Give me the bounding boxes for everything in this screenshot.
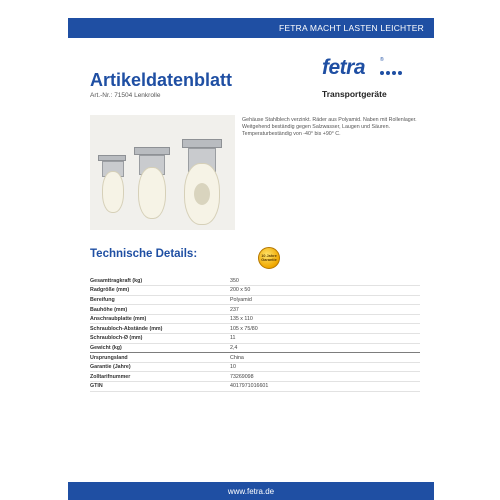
spec-label: Bereifung <box>90 295 225 305</box>
spec-value: 105 x 75/80 <box>225 324 420 334</box>
page-title: Artikeldatenblatt <box>90 70 233 90</box>
logo-dots-icon <box>380 71 402 75</box>
spec-value: 200 x 50 <box>225 286 420 296</box>
table-row <box>90 382 420 392</box>
logo-wordmark: fetra <box>322 56 366 79</box>
spec-label: Gesamttragkraft (kg) <box>90 276 225 286</box>
warranty-badge-text: 10 Jahre Garantie <box>261 254 277 262</box>
article-number: Art.-Nr.: 71504 Lenkrolle <box>90 92 161 99</box>
caster-small-image <box>96 155 130 213</box>
table-row <box>90 305 420 315</box>
table-row <box>90 353 420 363</box>
specs-table <box>90 276 420 392</box>
slogan: FETRA MACHT LASTEN LEICHTER <box>278 23 424 33</box>
warranty-badge <box>258 247 280 269</box>
spec-label: Anschraubplatte (mm) <box>90 314 225 324</box>
table-row <box>90 276 420 286</box>
spec-value: 4017971016601 <box>225 382 420 392</box>
spec-label: Schraubloch-Ø (mm) <box>90 334 225 344</box>
table-row <box>90 334 420 344</box>
fetra-logo <box>322 56 384 79</box>
spec-value: 10 <box>225 362 420 372</box>
spec-label: Bauhöhe (mm) <box>90 305 225 315</box>
table-row <box>90 314 420 324</box>
caster-large-image <box>174 139 230 225</box>
table-row <box>90 295 420 305</box>
table-row <box>90 372 420 382</box>
table-row <box>90 362 420 372</box>
spec-label: Schraubloch-Abstände (mm) <box>90 324 225 334</box>
spec-label: Ursprungsland <box>90 353 225 363</box>
footer-bar <box>68 482 434 500</box>
spec-label: Radgröße (mm) <box>90 286 225 296</box>
spec-value: 2,4 <box>225 343 420 353</box>
spec-label: Garantie (Jahre) <box>90 362 225 372</box>
product-image <box>90 115 235 230</box>
spec-value: China <box>225 353 420 363</box>
logo-subtitle: Transportgeräte <box>322 89 387 99</box>
table-row <box>90 324 420 334</box>
spec-value: Polyamid <box>225 295 420 305</box>
logo-trademark: ® <box>380 57 384 63</box>
spec-label: GTIN <box>90 382 225 392</box>
table-row <box>90 343 420 353</box>
top-banner <box>68 18 434 38</box>
spec-label: Gewicht (kg) <box>90 343 225 353</box>
caster-medium-image <box>130 147 174 219</box>
spec-value: 350 <box>225 276 420 286</box>
spec-value: 73269098 <box>225 372 420 382</box>
product-description: Gehäuse Stahlblech verzinkt. Räder aus Polyamid. Naben mit Rollenlager. Weitgehend beständig gegen Salzwasser, Laugen und Säuren. Temperaturbeständig von -40° bis +90° C. <box>242 117 417 137</box>
spec-value: 11 <box>225 334 420 344</box>
spec-value: 237 <box>225 305 420 315</box>
spec-value: 135 x 110 <box>225 314 420 324</box>
footer-url[interactable]: www.fetra.de <box>227 486 275 496</box>
technical-details-heading: Technische Details: <box>90 248 198 260</box>
spec-label: Zolltarifnummer <box>90 372 225 382</box>
table-row <box>90 286 420 296</box>
